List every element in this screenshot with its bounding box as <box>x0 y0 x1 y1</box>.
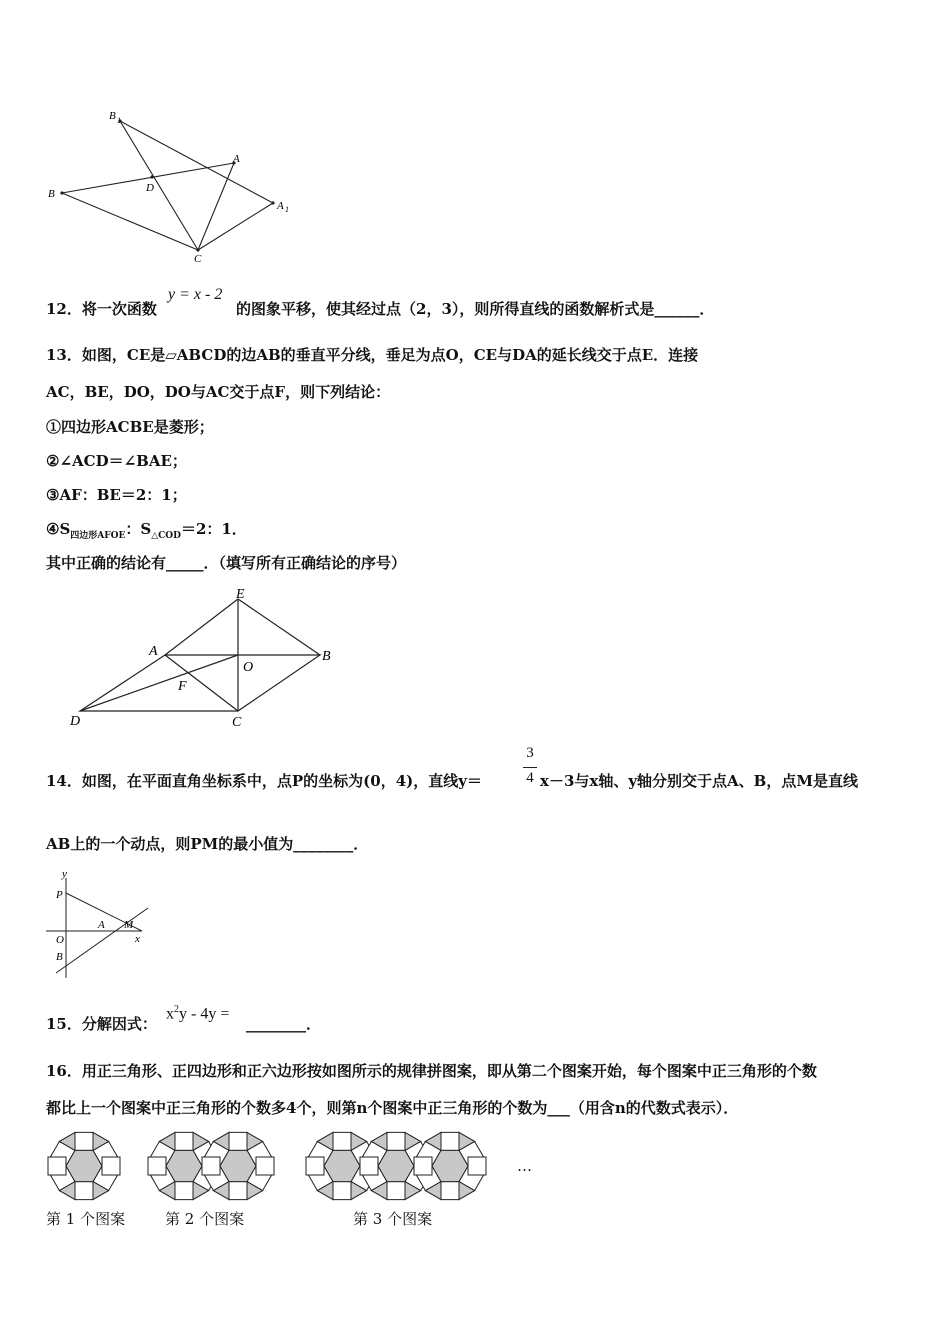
pattern-ellipsis: … <box>517 1157 532 1175</box>
question-13-conclusion-1: ①四边形ACBE是菱形； <box>46 418 214 436</box>
tile-square <box>414 1157 432 1175</box>
tile-square <box>229 1182 247 1200</box>
question-13-line2: AC，BE，DO，DO与AC交于点F，则下列结论： <box>46 383 391 401</box>
tile-square <box>75 1182 93 1200</box>
label-o: O <box>56 934 64 946</box>
label-c: C <box>194 253 202 265</box>
tile-square <box>229 1132 247 1150</box>
question-13-line1: 13．如图，CE是▱ABCD的边AB的垂直平分线，垂足为点O，CE与DA的延长线交于点E．连接 <box>46 346 699 364</box>
tile-square <box>441 1132 459 1150</box>
caption-pattern-2: 第 2 个图案 <box>165 1210 245 1228</box>
segment-do <box>80 655 238 711</box>
label-d: D <box>70 714 81 729</box>
segment-b1a1 <box>120 121 273 203</box>
label-a1-sub: 1 <box>285 205 289 214</box>
question-14-line2: AB上的一个动点，则PM的最小值为________． <box>46 835 369 853</box>
label-a: A <box>233 153 240 165</box>
segment-ca1 <box>198 203 273 250</box>
c4-sub2: △COD <box>151 531 181 541</box>
tile-square <box>48 1157 66 1175</box>
label-b1-sub: 1 <box>117 116 121 125</box>
label-m: M <box>124 919 134 931</box>
tile-square <box>360 1157 378 1175</box>
tile-square <box>387 1182 405 1200</box>
pattern-group <box>48 1132 486 1199</box>
figure-q11 <box>40 105 310 270</box>
question-12-formula: y = x - 2 <box>168 286 223 303</box>
label-b: B <box>322 649 331 664</box>
segment-ae <box>165 599 238 655</box>
c4-c: ＝2：1． <box>180 520 247 538</box>
label-p: P <box>56 889 63 901</box>
label-e: E <box>236 587 245 602</box>
tile-square <box>441 1182 459 1200</box>
label-o: O <box>243 660 254 675</box>
question-13-conclusion-3: ③AF：BE＝2：1； <box>46 486 187 504</box>
segment-ac <box>165 655 238 711</box>
tile-square <box>333 1182 351 1200</box>
question-15-prefix: 15．分解因式： <box>46 1015 157 1033</box>
tile-square <box>175 1132 193 1150</box>
figure-q16-patterns <box>40 1128 540 1208</box>
figure-q13 <box>60 585 350 735</box>
question-14-line1-b: x－3与x轴、y轴分别交于点A、B，点M是直线 <box>540 772 858 790</box>
tile-square <box>468 1157 486 1175</box>
c4-b: ：S <box>125 520 152 538</box>
c4-a: ④S <box>46 520 71 538</box>
question-13-conclusion-4 <box>46 519 247 546</box>
question-12-prefix: 12．将一次函数 <box>46 300 157 318</box>
tile-square <box>202 1157 220 1175</box>
caption-pattern-1: 第 1 个图案 <box>46 1210 126 1228</box>
tile-square <box>333 1132 351 1150</box>
segment-b1c <box>120 121 198 250</box>
formula-rest: y - 4y = <box>179 1005 230 1023</box>
tile-square <box>387 1132 405 1150</box>
question-14-fraction-num: 3 <box>526 745 534 761</box>
label-b1: B <box>109 110 116 122</box>
segment-ac <box>198 163 234 250</box>
label-a1: A <box>277 200 284 212</box>
formula-sup: 2 <box>174 1004 179 1015</box>
label-a: A <box>149 644 158 659</box>
question-13-conclusion-2: ②∠ACD＝∠BAE； <box>46 452 187 470</box>
figure-q14 <box>42 868 152 983</box>
tile-square <box>256 1157 274 1175</box>
question-14-fraction-bar <box>523 767 537 768</box>
segment-bc <box>62 193 198 250</box>
label-d: D <box>146 182 154 194</box>
segment-eb <box>238 599 320 655</box>
tile-square <box>75 1132 93 1150</box>
parallelogram-abcd <box>80 655 320 711</box>
formula-x: x <box>166 1005 174 1023</box>
tile-square <box>175 1182 193 1200</box>
question-15-suffix: ________． <box>246 1015 322 1033</box>
tile-square <box>102 1157 120 1175</box>
question-14-line1-a: 14．如图，在平面直角坐标系中，点P的坐标为(0，4)，直线y＝ <box>46 772 482 790</box>
label-x: x <box>135 933 140 945</box>
question-14-fraction-den: 4 <box>526 770 534 786</box>
label-a: A <box>98 919 105 931</box>
question-16-line1: 16．用正三角形、正四边形和正六边形按如图所示的规律拼图案，即从第二个图案开始，每个图案中正三角形的个数 <box>46 1062 817 1080</box>
question-15-formula <box>166 1004 229 1023</box>
question-13-line3: 其中正确的结论有_____．（填写所有正确结论的序号） <box>46 554 407 572</box>
label-y: y <box>62 868 67 880</box>
label-b: B <box>48 188 55 200</box>
label-c: C <box>232 715 242 730</box>
tile-square <box>148 1157 166 1175</box>
caption-pattern-3: 第 3 个图案 <box>353 1210 433 1228</box>
label-b: B <box>56 951 63 963</box>
tile-square <box>306 1157 324 1175</box>
question-12-suffix: 的图象平移，使其经过点（2，3），则所得直线的函数解析式是______． <box>236 300 715 318</box>
c4-sub1: 四边形AFOE <box>70 531 126 541</box>
question-16-line2: 都比上一个图案中正三角形的个数多4个，则第n个图案中正三角形的个数为___（用含n的代数式表示）． <box>46 1099 739 1117</box>
label-f: F <box>178 679 187 694</box>
